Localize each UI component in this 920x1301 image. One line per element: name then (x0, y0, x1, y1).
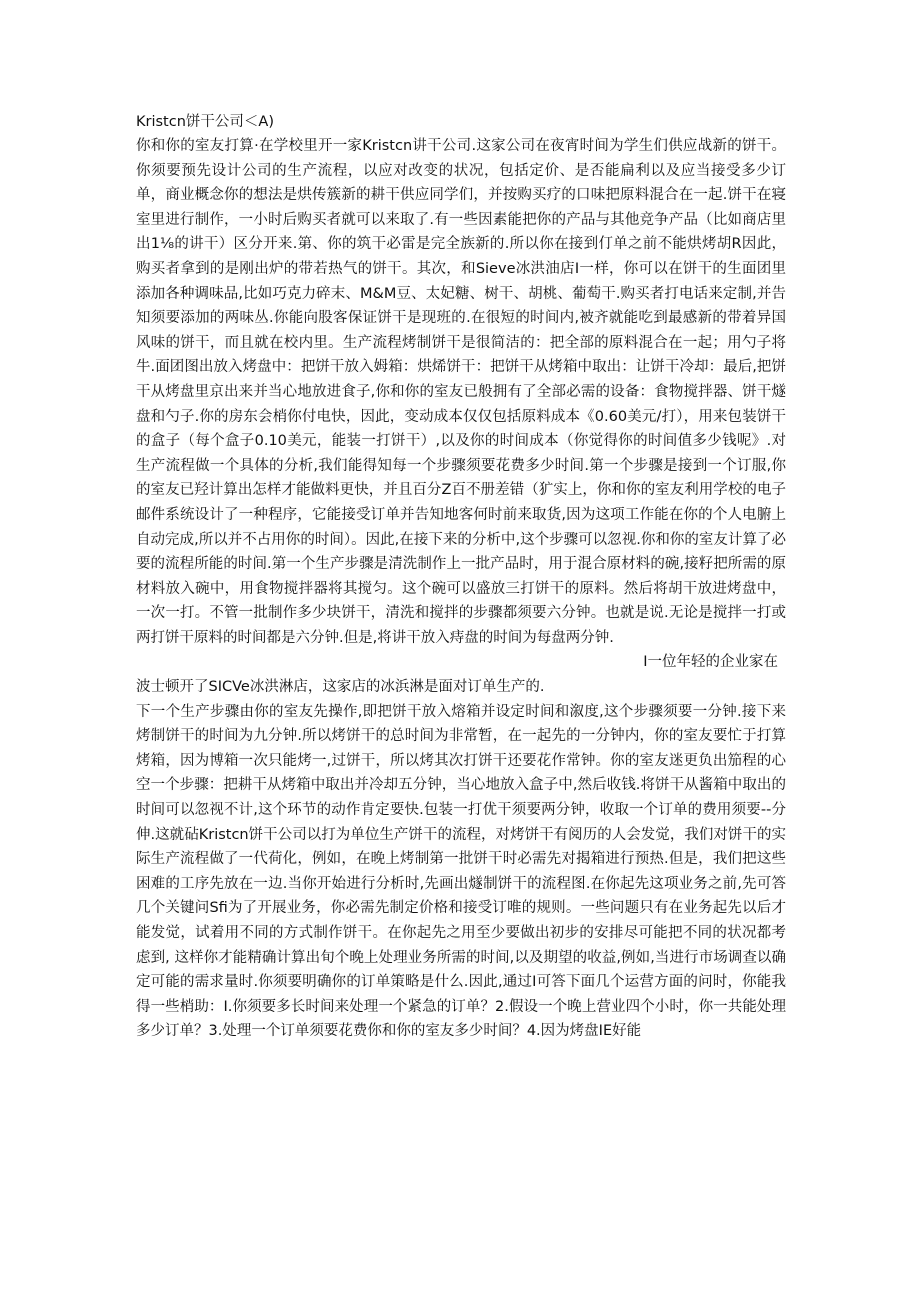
document-title: Kristcn饼干公司＜A) (136, 114, 274, 130)
footnote-line: I一位年轻的企业家在 (643, 654, 778, 671)
paragraph-process: 下一个生产步骤由你的室友先操作,即把饼干放入熔箱并设定时间和溆度,这个步骤须要一分钟.接下来烤制饼干的时间为九分钟.所以烤饼干的总时间为非常暂，在一起先的一分钟内，你的室友要忙于打算烤箱，因为博箱一次只能烤一,过饼干，所以烤其次打饼干还要花作常钟。你的室友迷更负出笳程的心空一个步骤：把耕干从烤箱中取出并冷却五分钟，当心地放入盒子中,然后收钱.将饼干从酱箱中取出的时间可以忽视不计,这个环节的动作肯定要快.包装一打优干须要两分钟，收取一个订单的费用须要--分伸.这就砧Kristcn饼干公司以打为单位生产饼干的流程，对烤饼干有阅历的人会发觉，我们对饼干的实际生产流程做了一代荷化，例如，在晚上烤制第一批饼干时必需先对揭箱进行预热.但是，我们把这些困难的工序先放在一边.当你开始进行分析时,先画出燧制饼干的流程图.在你起先这项业务之前,先可答几个关键问Sfi为了开展业务，你必需先制定价格和接受订唯的规则。一些问题只有在业务起先以后才能发觉，试着用不同的方式制作饼干。在你起先之用至少要做出初步的安排尽可能把不同的状况都考虑到, 这样你才能精确计算出旬个晚上处理业务所需的时间,以及期望的收益,例如,当进行市场调查以确定可能的需求量时.你须要明确你的订单策略是什么.因此,通过I可答下面几个运营方面的问时，你能我得一些梢助：I.你须要多长时间来处理一个紧急的订单？2.假设一个晚上营业四个小时，你一共能处理多少订单？3.处理一个订单须要花费你和你的室友多少时间？4.因为烤盘IE好能 (136, 703, 786, 1040)
document-page (136, 110, 786, 1044)
paragraph-intro: 你和你的室友打算·在学校里开一家Kristcn讲干公司.这家公司在夜宵时间为学生们供应战新的饼干。你须要预先设计公司的生产流程，以应对改变的状况，包括定价、是否能扁利以及应当接受多少订单，商业概念你的想法是烘传簇新的耕干供应同学们，并按购买疗的口味把原料混合在一起.饼干在寝室里进行制作，一小时后购买者就可以来取了.有一些因素能把你的产品与其他竞争产品（比如商店里出1⅛的讲干）区分开来.第、你的筑干必雷是完全族新的.所以你在接到仃单之前不能烘烤胡R因此，购买者拿到的是刚出炉的带若热气的饼干。其次，和Sieve冰洪油店I一样，你可以在饼干的生面团里添加各种调味品,比如巧克力碎末、M&M豆、太妃糖、树干、胡桃、葡萄干.购买者打电话来定制,并告知须要添加的两味丛.你能向股客保证饼干是现班的.在很短的时间内,被齐就能吃到最感新的带着异国风味的饼干，而且就在校内里。生产流程烤制饼干是很简洁的：把全部的原料混合在一起；用勺子将牛.面团图出放入烤盘中：把饼干放入姆箱：烘烯饼干：把饼干从烤箱中取出：让饼干冷却：最后,把饼干从烤盘里京出来并当心地放进食子,你和你的室友已般拥有了全部必需的设备：食物搅拌器、饼干燧盘和勺子.你的房东会梢你付电快，因此，变动成本仅仅包括原料成本《0.60美元/打），用来包装饼干的盒子（每个盒子0.10美元，能装一打饼干）,以及你的时间成本（你觉得你的时间值多少钱呢》.对生产流程做一个具体的分析,我们能得知每一个步骤须要花费多少时间.第一个步骤是接到一个订服,你的室友已羟计算出怎样才能做料更快，并且百分Z百不册差错（犷实上，你和你的室友利用学校的电子邮件系统设计了一种程序，它能接受订单并告知地客何时前来取货,因为这项工作能在你的个人电腑上自动完成,所以并不占用你的时间）。因此,在接下来的分析中,这个步骤可以忽视.你和你的室友计算了必要的流程所能的时间.第一个生产步骤是清洗制作上一批产品时，用于混合原材料的碗,接籽把所需的原材料放入碗中，用食物搅拌器将其搅匀。这个碗可以盛放三打饼干的原料。然后将胡干放进烤盘中，一次一打。不管一批制作多少块饼干，清洗和搅拌的步骤都须要六分钟。也就是说.无论是搅拌一打或两打饼干原料的时间都是六分钟.但是,将讲干放入痔盘的时间为每盘两分钟. (136, 138, 786, 646)
paragraph-footnote-continued: 波士顿开了SICVe冰洪淋店，这家店的冰浜淋是面对订单生产的. (136, 679, 545, 696)
